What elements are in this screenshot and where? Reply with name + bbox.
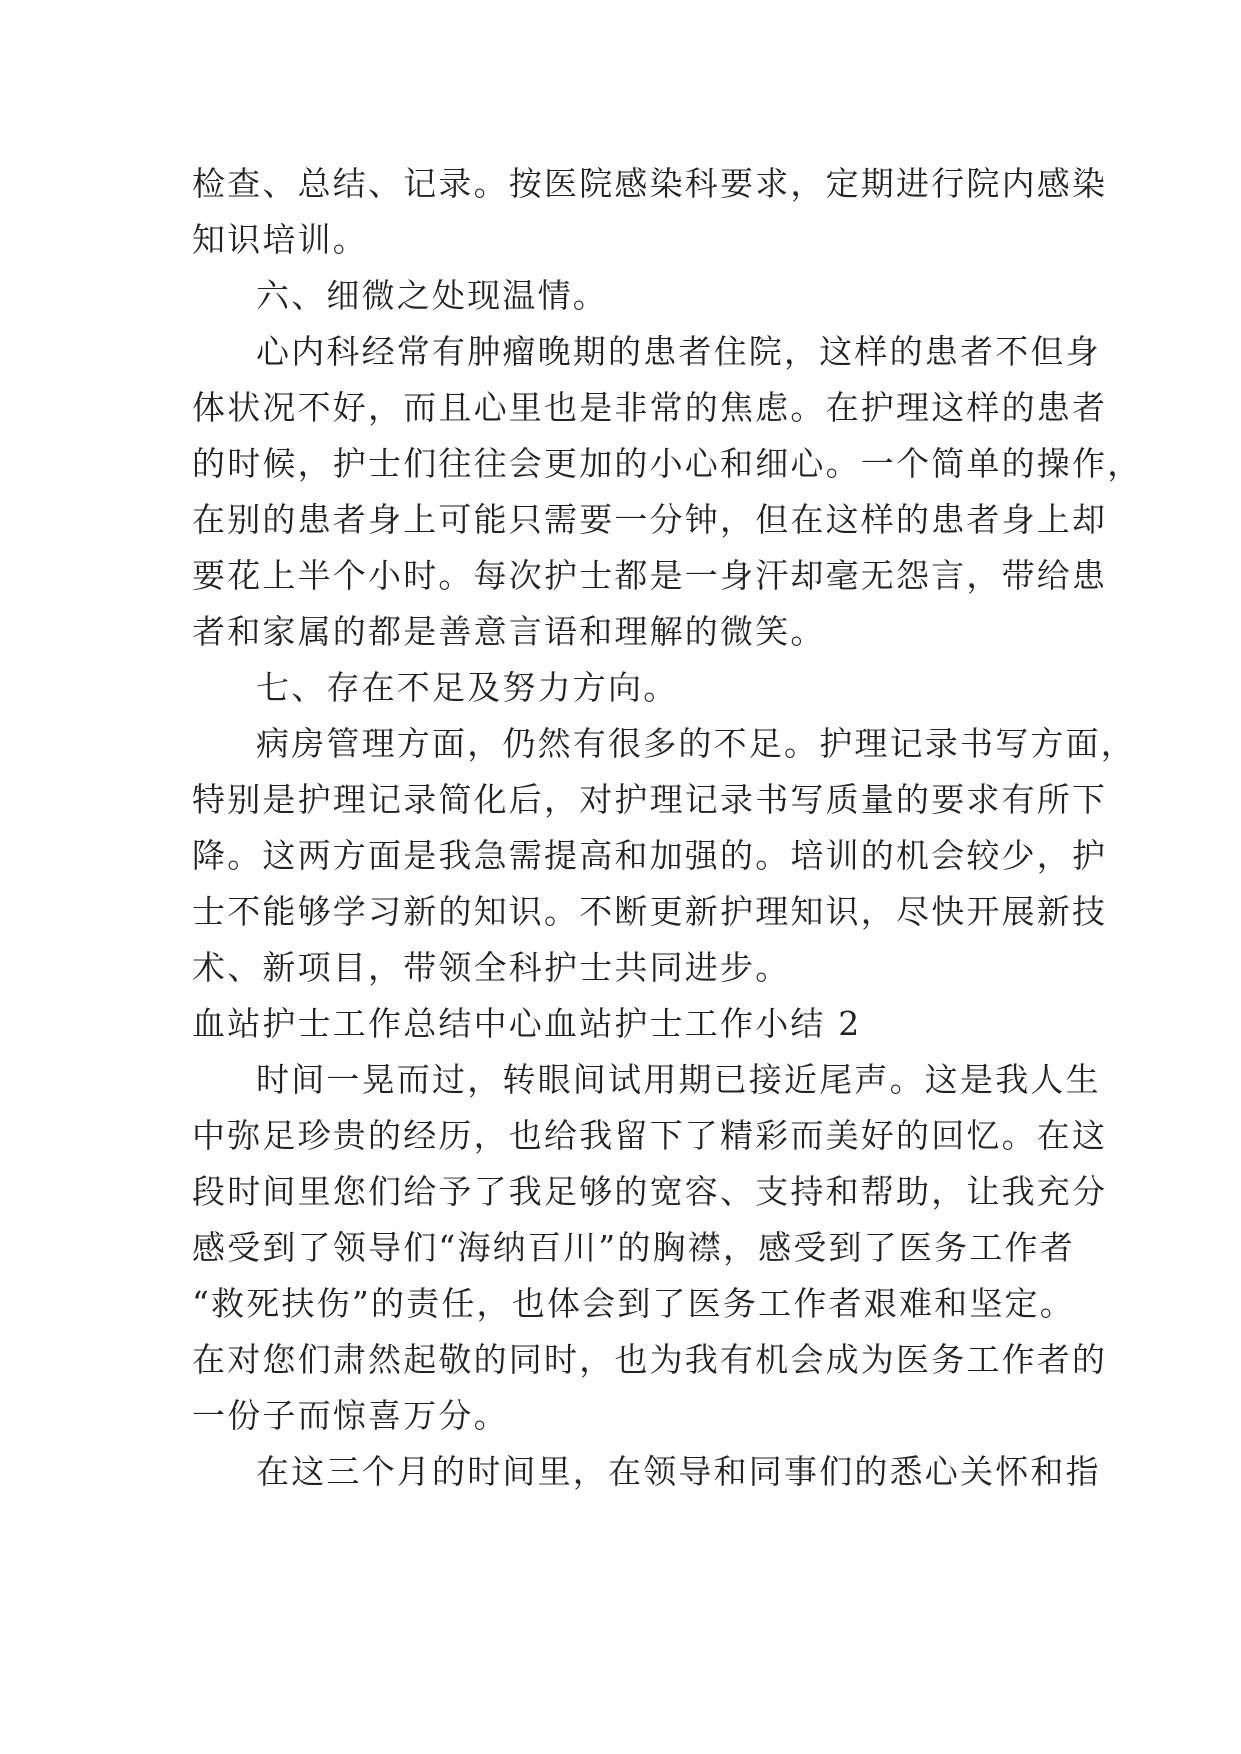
text-line: “救死扶伤”的责任，也体会到了医务工作者艰难和坚定。 [192, 1284, 1075, 1323]
text-line: 心内科经常有肿瘤晚期的患者住院，这样的患者不但身 [256, 332, 1101, 371]
document-subtitle: 血站护士工作总结中心血站护士工作小结 2 [192, 1004, 862, 1043]
text-line: 病房管理方面，仍然有很多的不足。护理记录书写方面， [256, 724, 1136, 763]
text-line: 段时间里您们给予了我足够的宽容、支持和帮助，让我充分 [192, 1172, 1108, 1211]
text-line: 体状况不好，而且心里也是非常的焦虑。在护理这样的患者 [192, 388, 1108, 427]
text-line: 一份子而惊喜万分。 [192, 1396, 509, 1435]
text-line: 特别是护理记录简化后，对护理记录书写质量的要求有所下 [192, 780, 1108, 819]
text-line: 的时候，护士们往往会更加的小心和细心。一个简单的操作， [192, 444, 1143, 483]
text-line: 在别的患者身上可能只需要一分钟，但在这样的患者身上却 [192, 500, 1108, 539]
text-line: 时间一晃而过，转眼间试用期已接近尾声。这是我人生 [256, 1060, 1101, 1099]
text-line: 术、新项目，带领全科护士共同进步。 [192, 948, 791, 987]
text-line: 士不能够学习新的知识。不断更新护理知识，尽快开展新技 [192, 892, 1108, 931]
text-line: 降。这两方面是我急需提高和加强的。培训的机会较少，护 [192, 836, 1108, 875]
text-line: 检查、总结、记录。按医院感染科要求，定期进行院内感染 [192, 164, 1108, 203]
text-line: 在对您们肃然起敬的同时，也为我有机会成为医务工作者的 [192, 1340, 1108, 1379]
text-line: 中弥足珍贵的经历，也给我留下了精彩而美好的回忆。在这 [192, 1116, 1108, 1155]
text-line: 者和家属的都是善意言语和理解的微笑。 [192, 612, 826, 651]
body-text [192, 156, 1143, 1500]
section-heading: 七、存在不足及努力方向。 [256, 668, 679, 707]
text-line: 在这三个月的时间里，在领导和同事们的悉心关怀和指 [256, 1452, 1101, 1491]
text-line: 感受到了领导们“海纳百川”的胸襟，感受到了医务工作者 [192, 1228, 1075, 1267]
section-heading: 六、细微之处现温情。 [256, 276, 608, 315]
text-line: 要花上半个小时。每次护士都是一身汗却毫无怨言，带给患 [192, 556, 1108, 595]
text-line: 知识培训。 [192, 220, 368, 259]
